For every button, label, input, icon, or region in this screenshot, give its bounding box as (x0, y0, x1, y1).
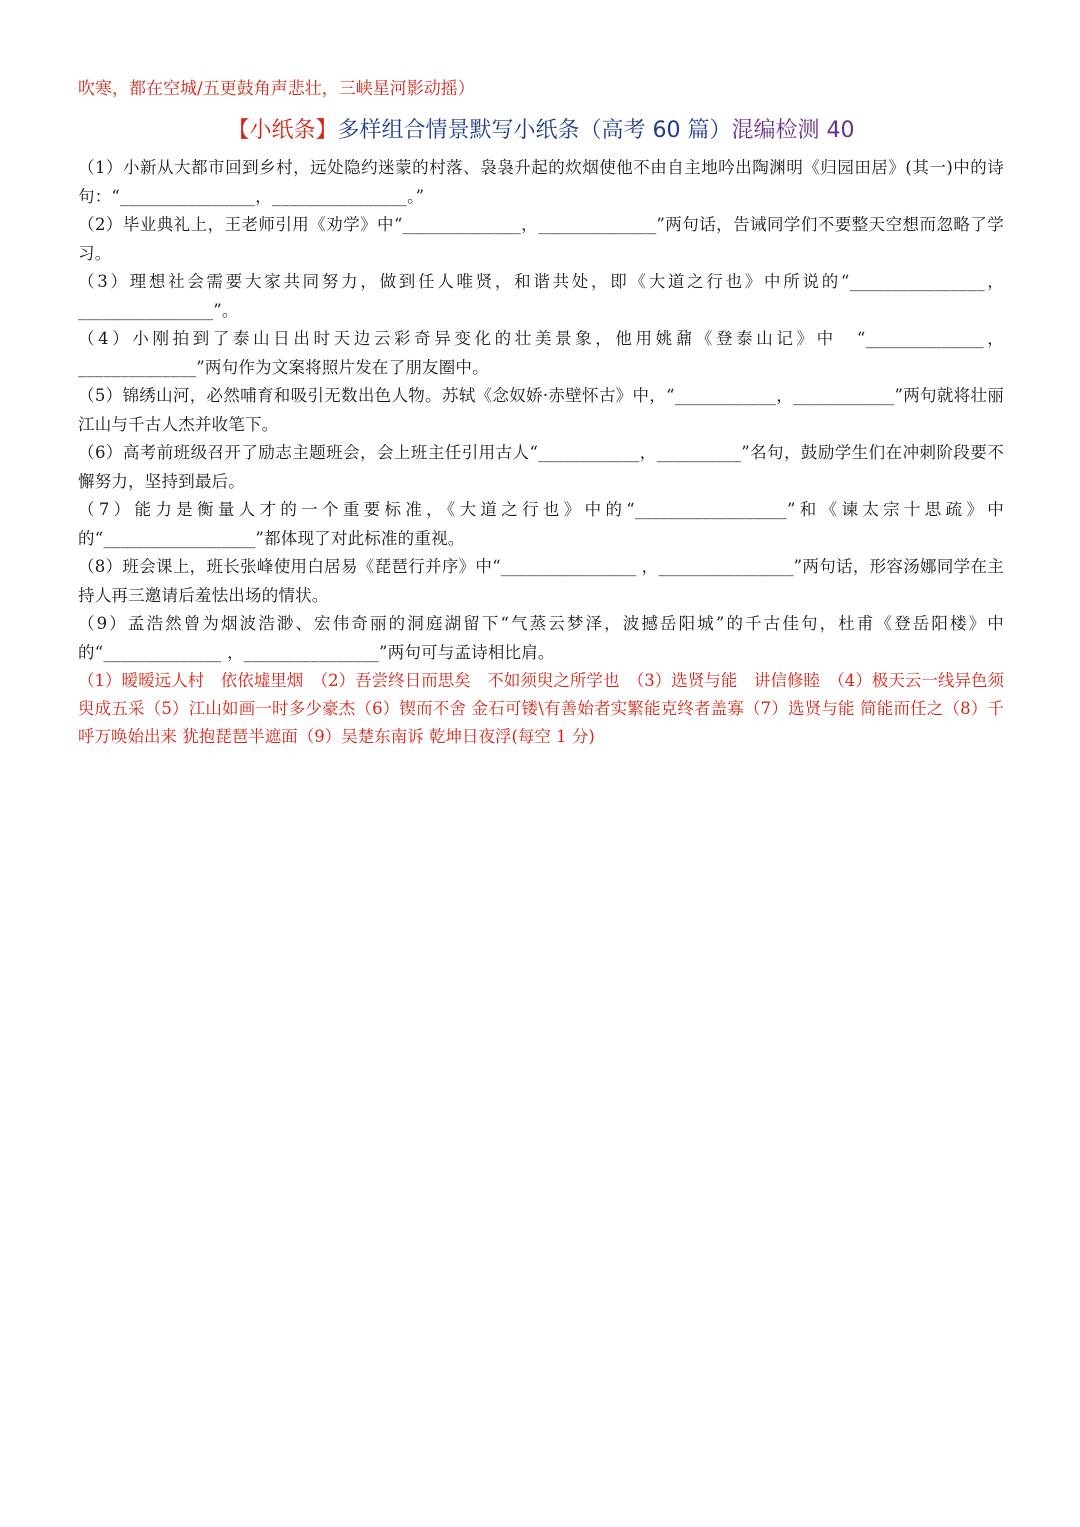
document-page (78, 74, 1004, 751)
page-title (78, 114, 1004, 148)
title-test-number: 混编检测 40 (731, 118, 855, 143)
title-bracket-label: 【小纸条】 (227, 118, 338, 143)
question-item: （3）理想社会需要大家共同努力，做到任人唯贤，和谐共处，即《大道之行也》中所说的“________________，________________”。 (78, 272, 1004, 320)
question-item: （2）毕业典礼上，王老师引用《劝学》中“______________，______________”两句话，告诫同学们不要整天空想而忽略了学习。 (78, 215, 1004, 263)
question-item: （7）能力是衡量人才的一个重要标准，《大道之行也》中的“__________________”和《谏太宗十思疏》中的“__________________”都体现了对此标准的重视。 (78, 500, 1004, 548)
question-list (78, 154, 1004, 667)
question-item: （1）小新从大都市回到乡村，远处隐约迷蒙的村落、袅袅升起的炊烟使他不由自主地吟出陶渊明《归园田居》(其一)中的诗句：“________________，________________。” (78, 158, 1004, 206)
answer-key: （1）暧暧远人村 依依墟里烟 （2）吾尝终日而思矣 不如须臾之所学也 （3）选贤与能 讲信修睦 （4）极天云一线异色须臾成五采（5）江山如画一时多少豪杰（6）锲而不舍 金石可镂\有善始者实繁能克终者盖寡（7）选贤与能 简能而任之（8）千呼万唤始出来 犹抱琵琶半遮面（9）吴楚东南诉 乾坤日夜浮(每空 1 分) (78, 671, 1004, 746)
previous-answer-tail: 吹寒，都在空城/五更鼓角声悲壮，三峡星河影动摇） (78, 79, 475, 99)
title-main: 多样组合情景默写小纸条（高考 60 篇） (337, 118, 732, 143)
question-item: （6）高考前班级召开了励志主题班会，会上班主任引用古人“____________，__________”名句，鼓励学生们在冲刺阶段要不懈努力，坚持到最后。 (78, 443, 1004, 491)
question-item: （9）孟浩然曾为烟波浩渺、宏伟奇丽的洞庭湖留下“气蒸云梦泽，波撼岳阳城”的千古佳句，杜甫《登岳阳楼》中的“______________ ，________________”两句可与孟诗相比肩。 (78, 614, 1004, 662)
question-item: （5）锦绣山河，必然哺育和吸引无数出色人物。苏轼《念奴娇·赤壁怀古》中，“____________，____________”两句就将壮丽江山与千古人杰并收笔下。 (78, 386, 1004, 434)
question-item: （8）班会课上，班长张峰使用白居易《琵琶行并序》中“________________ ，________________”两句话，形容汤娜同学在主持人再三邀请后羞怯出场的情状。 (78, 557, 1004, 605)
question-item: （4）小刚拍到了泰山日出时天边云彩奇异变化的壮美景象，他用姚鼐《登泰山记》中 “______________，______________”两句作为文案将照片发在了朋友圈中。 (78, 329, 1004, 377)
